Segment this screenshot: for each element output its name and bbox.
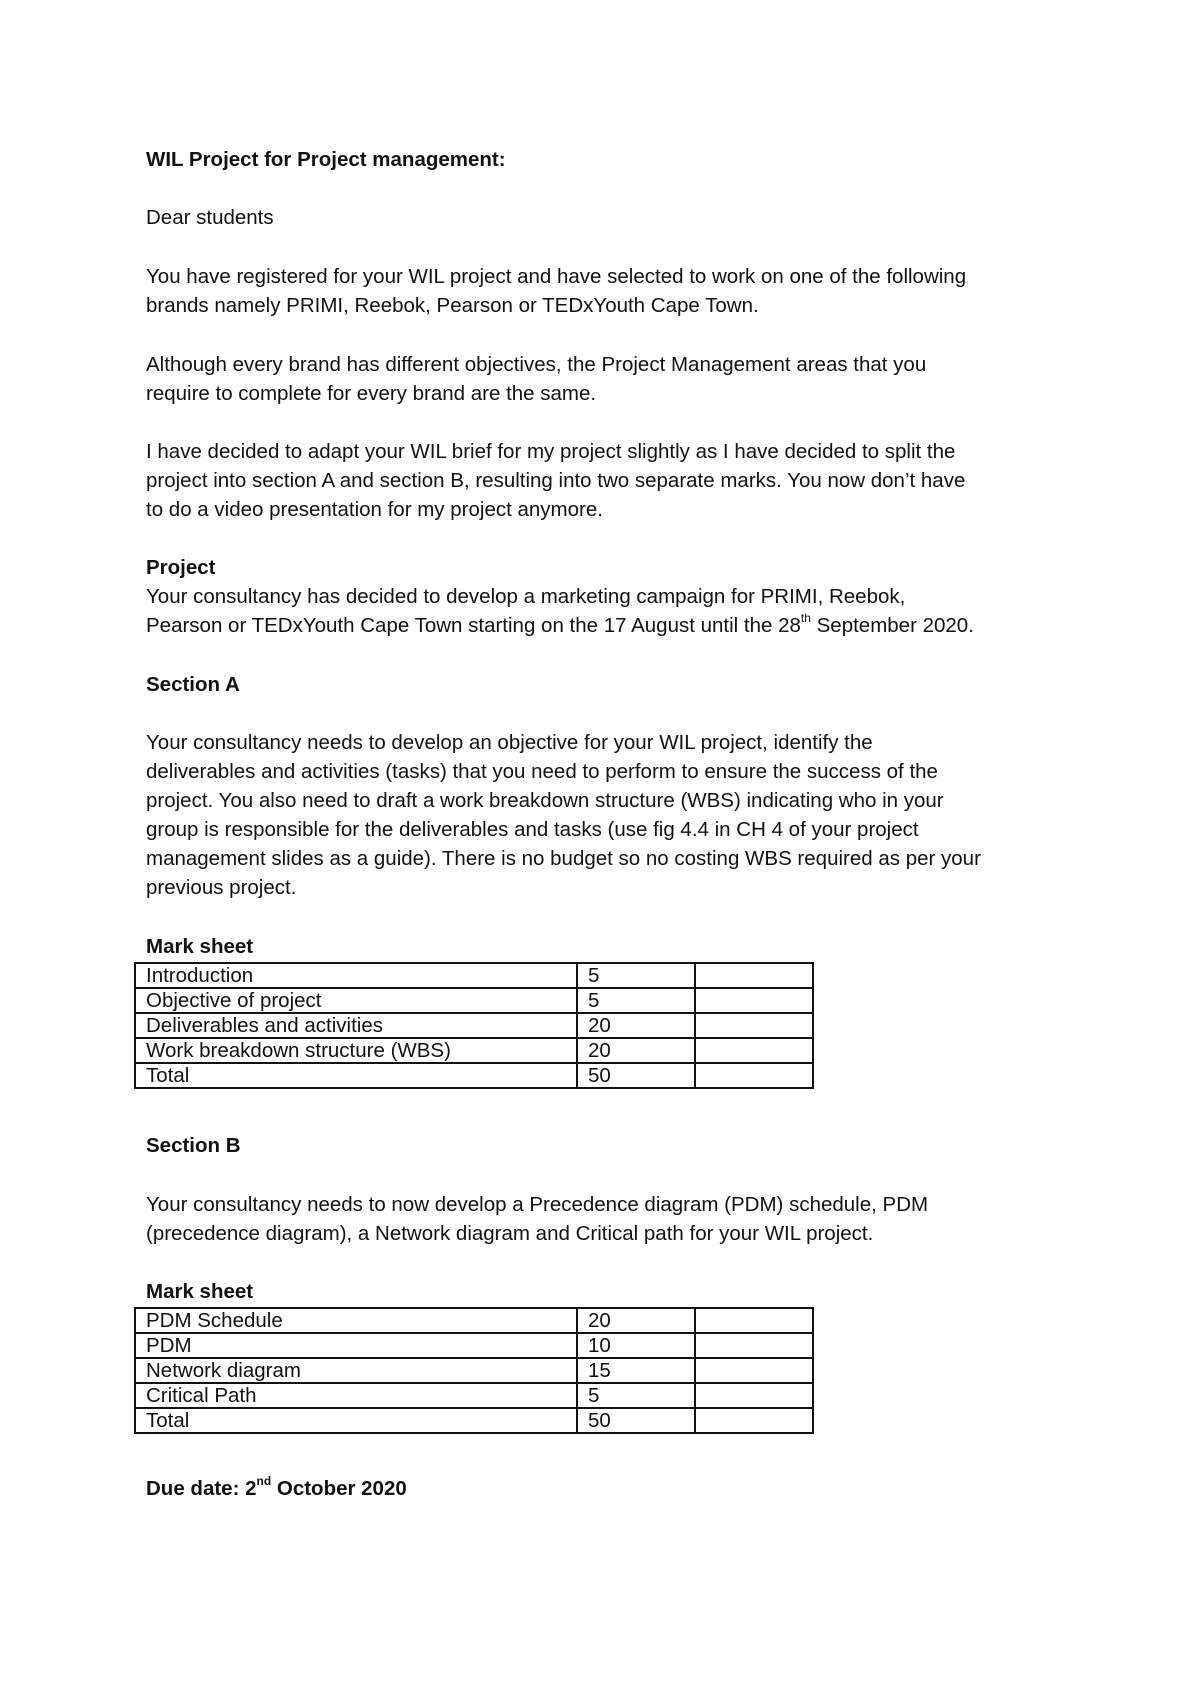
section-a-heading: Section A <box>146 673 240 696</box>
mark-score <box>695 1333 813 1358</box>
table-row <box>135 1308 813 1333</box>
mark-value: 15 <box>577 1358 695 1383</box>
superscript-th: th <box>800 611 811 626</box>
mark-value: 5 <box>577 1383 695 1408</box>
section-a-line-5: management slides as a guide). There is no budget so no costing WBS required as per your <box>146 847 981 870</box>
project-line-1: Your consultancy has decided to develop a marketing campaign for PRIMI, Reebok, <box>146 585 906 608</box>
table-row <box>135 1063 813 1088</box>
project-line-2 <box>146 611 974 640</box>
mark-score <box>695 1063 813 1088</box>
section-b-heading: Section B <box>146 1134 241 1157</box>
table-row <box>135 1013 813 1038</box>
mark-value: 20 <box>577 1038 695 1063</box>
mark-score <box>695 1308 813 1333</box>
mark-item: Introduction <box>135 963 577 988</box>
mark-score <box>695 1408 813 1433</box>
due-date <box>146 1474 407 1503</box>
mark-score <box>695 1038 813 1063</box>
paragraph-3-line-3: to do a video presentation for my project anymore. <box>146 498 603 521</box>
section-a-mark-sheet-table <box>134 962 814 1089</box>
mark-value: 20 <box>577 1308 695 1333</box>
mark-score <box>695 1383 813 1408</box>
mark-item: PDM Schedule <box>135 1308 577 1333</box>
mark-value: 10 <box>577 1333 695 1358</box>
paragraph-1-line-1: You have registered for your WIL project and have selected to work on one of the following <box>146 265 967 288</box>
document-page <box>146 0 1076 1698</box>
section-b-mark-sheet-heading: Mark sheet <box>146 1280 254 1303</box>
mark-item: Objective of project <box>135 988 577 1013</box>
project-line-2-text: Pearson or TEDxYouth Cape Town starting on the 17 August until the 28 <box>146 614 801 637</box>
table-row <box>135 963 813 988</box>
mark-item: PDM <box>135 1333 577 1358</box>
table-row <box>135 988 813 1013</box>
superscript-nd: nd <box>256 1474 272 1489</box>
mark-score <box>695 963 813 988</box>
section-a-mark-sheet-heading: Mark sheet <box>146 935 254 958</box>
paragraph-2-line-1: Although every brand has different objectives, the Project Management areas that you <box>146 353 927 376</box>
document-title: WIL Project for Project management: <box>146 148 506 171</box>
table-row <box>135 1408 813 1433</box>
mark-item: Work breakdown structure (WBS) <box>135 1038 577 1063</box>
due-date-text: Due date: 2 <box>146 1477 257 1500</box>
mark-item: Total <box>135 1408 577 1433</box>
mark-score <box>695 1013 813 1038</box>
section-a-line-6: previous project. <box>146 876 297 899</box>
mark-value: 50 <box>577 1408 695 1433</box>
table-row <box>135 1383 813 1408</box>
paragraph-3-line-1: I have decided to adapt your WIL brief for my project slightly as I have decided to split the <box>146 440 956 463</box>
greeting: Dear students <box>146 206 274 229</box>
paragraph-1-line-2: brands namely PRIMI, Reebok, Pearson or TEDxYouth Cape Town. <box>146 294 759 317</box>
mark-value: 5 <box>577 988 695 1013</box>
section-a-line-3: project. You also need to draft a work breakdown structure (WBS) indicating who in your <box>146 789 944 812</box>
mark-score <box>695 988 813 1013</box>
due-date-end: October 2020 <box>271 1477 407 1500</box>
section-b-line-1: Your consultancy needs to now develop a Precedence diagram (PDM) schedule, PDM <box>146 1193 929 1216</box>
section-a-line-4: group is responsible for the deliverables and tasks (use fig 4.4 in CH 4 of your project <box>146 818 919 841</box>
mark-item: Deliverables and activities <box>135 1013 577 1038</box>
project-line-2-end: September 2020. <box>810 614 974 637</box>
paragraph-2-line-2: require to complete for every brand are the same. <box>146 382 597 405</box>
paragraph-3-line-2: project into section A and section B, resulting into two separate marks. You now don’t have <box>146 469 966 492</box>
mark-value: 50 <box>577 1063 695 1088</box>
section-a-line-2: deliverables and activities (tasks) that you need to perform to ensure the success of the <box>146 760 938 783</box>
table-row <box>135 1333 813 1358</box>
mark-item: Total <box>135 1063 577 1088</box>
section-b-line-2: (precedence diagram), a Network diagram and Critical path for your WIL project. <box>146 1222 874 1245</box>
mark-score <box>695 1358 813 1383</box>
mark-item: Critical Path <box>135 1383 577 1408</box>
mark-value: 5 <box>577 963 695 988</box>
section-a-line-1: Your consultancy needs to develop an objective for your WIL project, identify the <box>146 731 873 754</box>
section-b-mark-sheet-table <box>134 1307 814 1434</box>
mark-item: Network diagram <box>135 1358 577 1383</box>
mark-value: 20 <box>577 1013 695 1038</box>
table-row <box>135 1038 813 1063</box>
table-row <box>135 1358 813 1383</box>
project-heading: Project <box>146 556 216 579</box>
